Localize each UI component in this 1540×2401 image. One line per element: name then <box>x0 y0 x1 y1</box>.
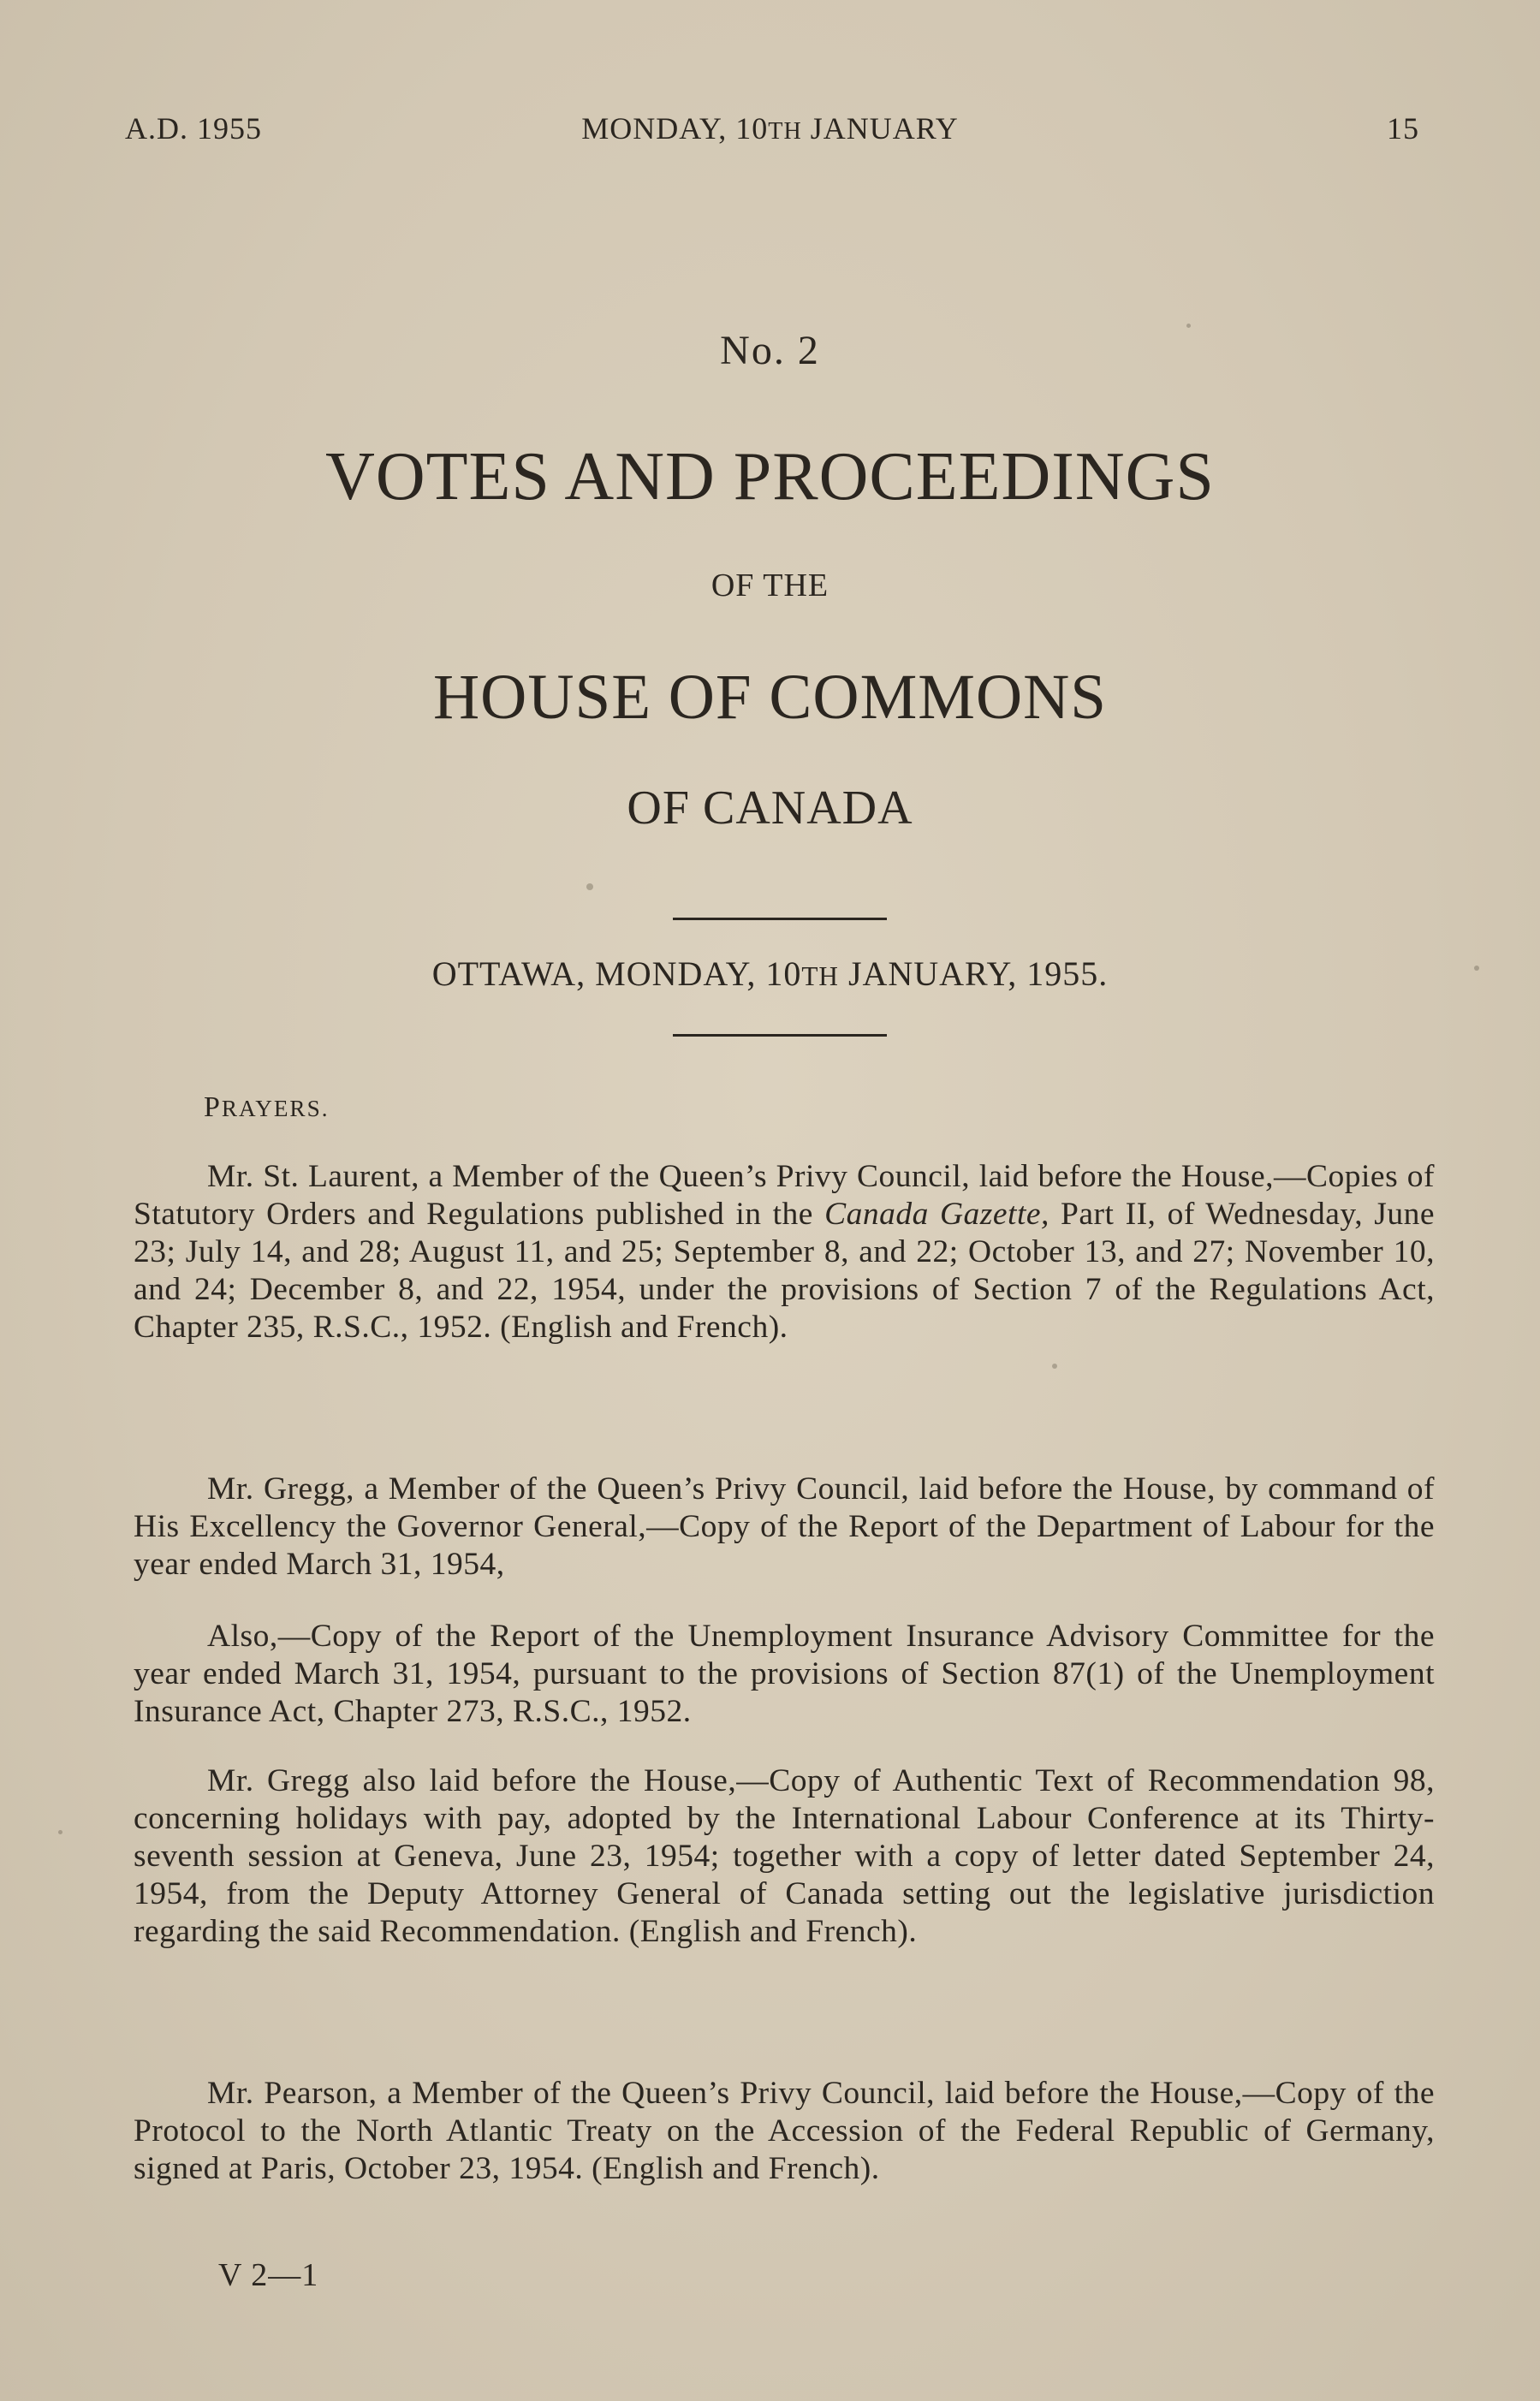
running-head-date-month: JANUARY <box>801 111 959 146</box>
prayers-heading <box>204 1091 330 1124</box>
canada-gazette-title: Canada Gazette, <box>824 1197 1049 1232</box>
paragraph-gregg-recommendation: Mr. Gregg also laid before the House,—Copy of Authentic Text of Recommendation 98, concerning holidays with pay, adopted by the International Labour Conference at its Thirty-seventh session at Geneva, June 23, 1954; together with a copy of letter dated September 24, 1954, from the Deputy Attorney General of Canada setting out the legislative jurisdiction regarding the said Recommendation. (English and French). <box>134 1763 1435 1949</box>
paper-speck <box>1186 324 1191 328</box>
dateline-suffix: TH <box>801 961 839 991</box>
prayers-initial: P <box>204 1091 222 1123</box>
paragraph-st-laurent-text-b: Part II, of Wednesday, June 23; July 14, and 28; August 11, and 25; September 8, and 22; October 13, and 27; November 10, and 24; December 8, and 22, 1954, under the provisions of Section 7 of the Regulations Act, Chapter 235, R.S.C., 1952. (English and French). <box>134 1197 1435 1345</box>
paragraph-gregg-report: Mr. Gregg, a Member of the Queen’s Privy Council, laid before the House, by command of His Excellency the Governor General,—Copy of the Report of the Department of Labour for the year ended March 31, 1954, <box>134 1471 1435 1582</box>
paragraph-also-advisory: Also,—Copy of the Report of the Unemployment Insurance Advisory Committee for the year ended March 31, 1954, pursuant to the provisions of Section 87(1) of the Unemployment Insurance Act, Chapter 273, R.S.C., 1952. <box>134 1619 1435 1729</box>
paper-speck <box>1052 1364 1057 1369</box>
institution-name: HOUSE OF COMMONS <box>433 662 1107 733</box>
paper-speck <box>58 1830 62 1834</box>
issue-number: No. 2 <box>720 328 820 373</box>
dateline-text: OTTAWA, MONDAY, 10 <box>431 954 802 993</box>
paragraph-pearson-protocol: Mr. Pearson, a Member of the Queen’s Privy Council, laid before the House,—Copy of the Protocol to the North Atlantic Treaty on the Accession of the Federal Republic of Germany, signed at Paris, October 23, 1954. (English and French). <box>134 2076 1435 2186</box>
running-head-year: A.D. 1955 <box>125 111 262 146</box>
subtitle-of-the: OF THE <box>711 568 829 603</box>
document-title: VOTES AND PROCEEDINGS <box>325 439 1215 514</box>
paper-speck <box>586 883 593 890</box>
country-name: OF CANADA <box>627 782 913 835</box>
prayers-rest: RAYERS. <box>221 1096 330 1121</box>
bottom-divider <box>673 1034 887 1037</box>
dateline-month-year: JANUARY, 1955. <box>838 954 1109 993</box>
paragraph-st-laurent <box>134 1158 1435 1346</box>
running-head-date <box>0 113 1540 144</box>
dateline <box>0 954 1540 994</box>
signature-mark: V 2—1 <box>218 2257 319 2293</box>
running-head-date-suffix: TH <box>768 118 802 145</box>
running-head-date-text: MONDAY, 10 <box>581 111 769 146</box>
paragraph-st-laurent-text-a: Mr. St. Laurent, a Member of the Queen’s Privy Council, laid before the House,—Copies of Statutory Orders and Regulations published in the <box>134 1159 1435 1232</box>
top-divider <box>673 918 887 920</box>
paper-speck <box>1474 966 1479 971</box>
page-number: 15 <box>1387 111 1419 146</box>
